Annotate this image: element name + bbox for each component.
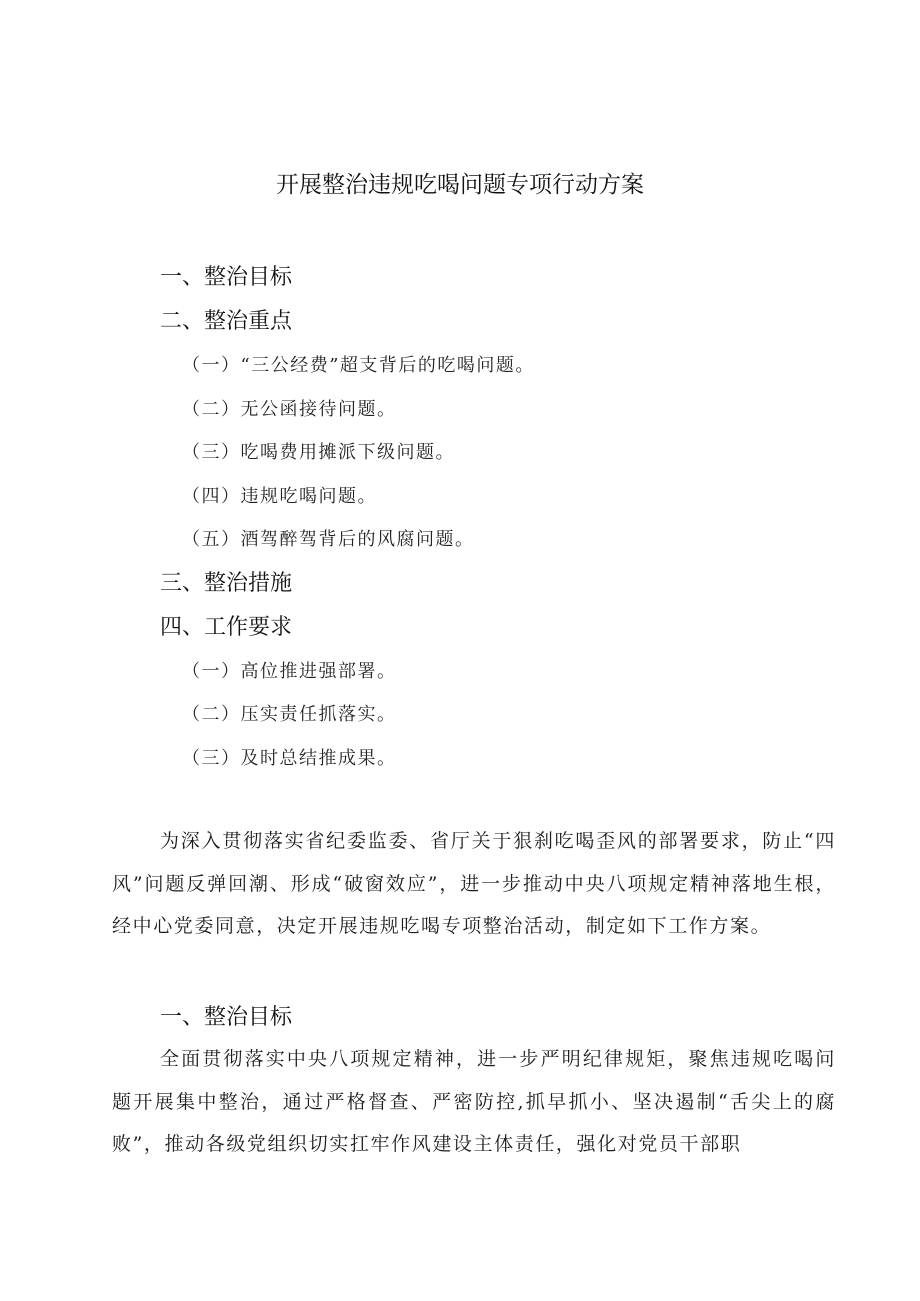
outline-heading: 四、工作要求 [160, 614, 293, 640]
document-title: 开展整治违规吃喝问题专项行动方案 [276, 172, 644, 198]
section-paragraph: 全面贯彻落实中央八项规定精神，进一步严明纪律规矩，聚焦违规吃喝问题开展集中整治，通过严格督查、严密防控,抓早抓小、坚决遏制“舌尖上的腐败”，推动各级党组织切实扛牢作风建设主体责任，强化对党员干部职 [112, 1048, 836, 1155]
outline-heading: 一、整治目标 [160, 265, 293, 290]
outline-subitem: （一）“三公经费”超支背后的吃喝问题。 [182, 355, 535, 376]
outline-subitem: （五）酒驾醉驾背后的风腐问题。 [182, 529, 475, 550]
outline-subitem: （三）吃喝费用摊派下级问题。 [182, 442, 455, 463]
outline-list [160, 256, 860, 780]
outline-subitem: （二）压实责任抓落实。 [182, 704, 397, 725]
outline-subitem: （二）无公函接待问题。 [182, 398, 397, 420]
intro-paragraph: 为深入贯彻落实省纪委监委、省厅关于狠刹吃喝歪风的部署要求，防止“四风”问题反弹回潮、形成“破窗效应”，进一步推动中央八项规定精神落地生根，经中心党委同意，决定开展违规吃喝专项整治活动，制定如下工作方案。 [112, 830, 836, 937]
outline-subitem: （一）高位推进强部署。 [182, 660, 397, 682]
outline-subitem: （四）违规吃喝问题。 [182, 485, 377, 507]
section-heading: 一、整治目标 [160, 1005, 293, 1030]
outline-subitem: （三）及时总结推成果。 [182, 747, 397, 769]
outline-heading: 三、整治措施 [160, 570, 293, 596]
outline-heading: 二、整治重点 [160, 309, 293, 334]
